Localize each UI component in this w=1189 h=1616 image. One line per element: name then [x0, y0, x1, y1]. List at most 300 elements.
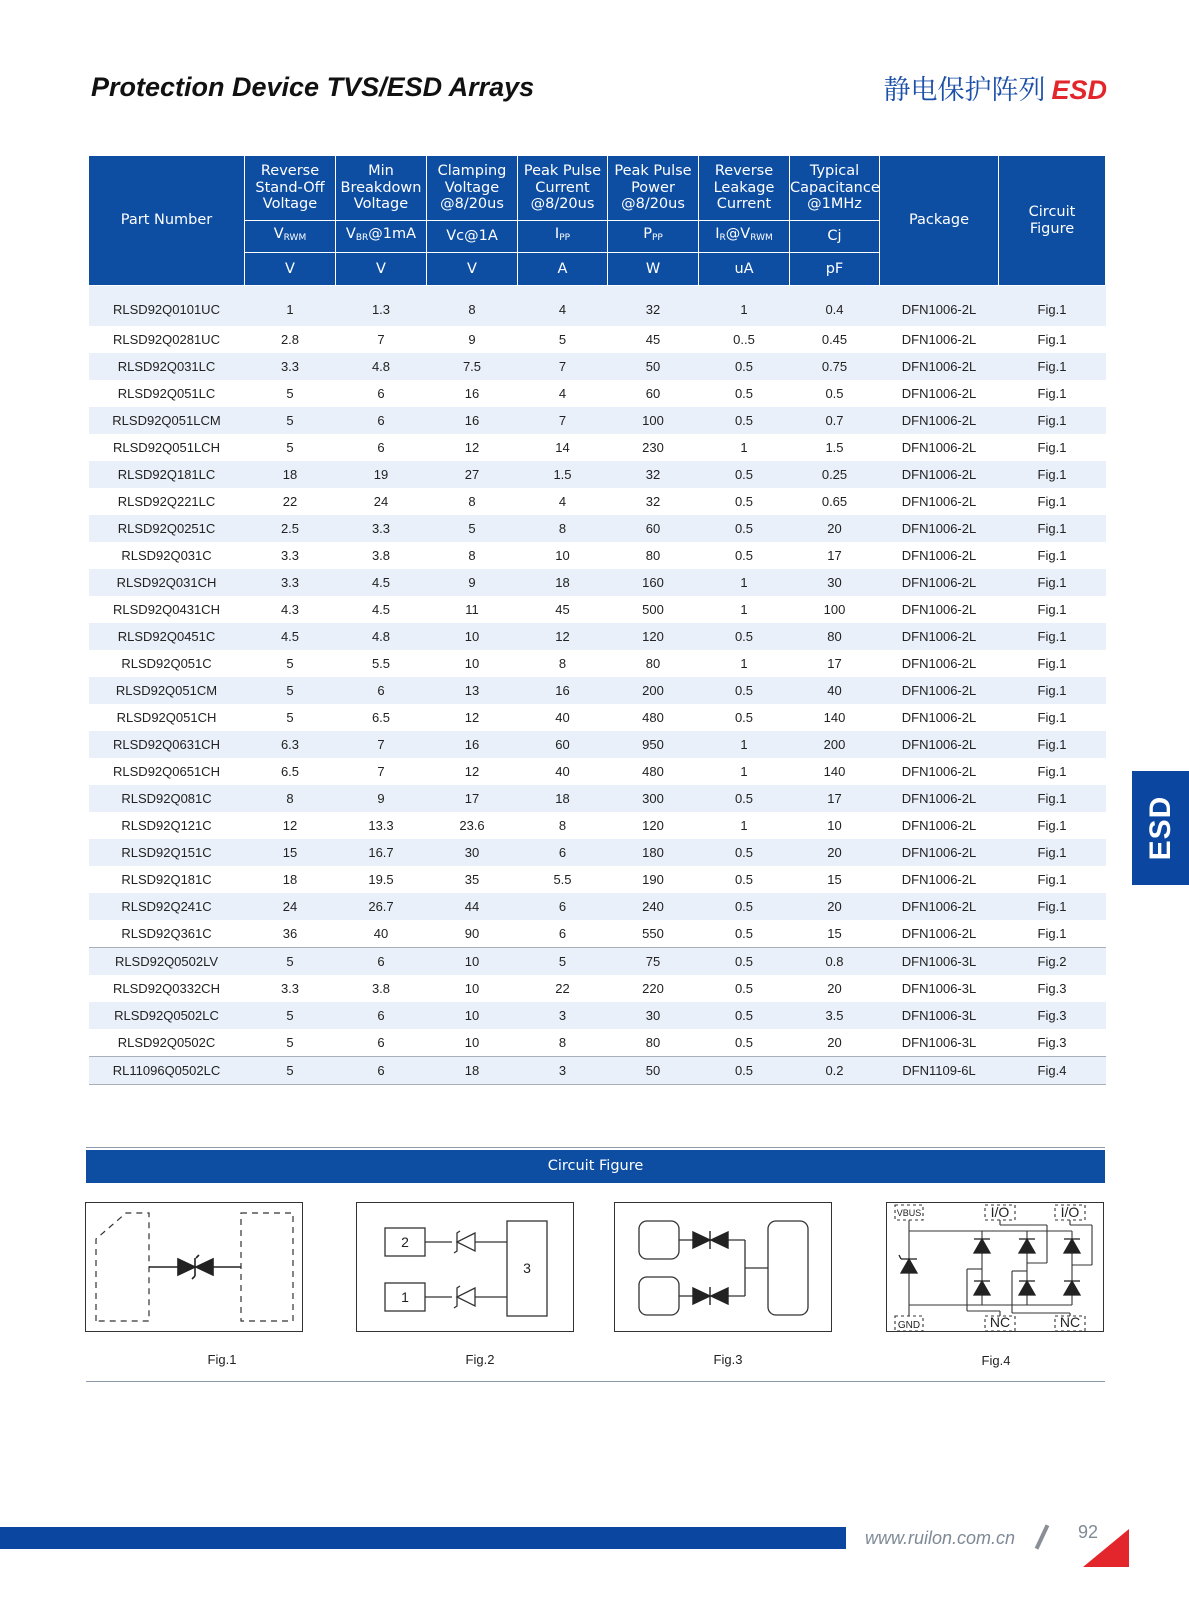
- unit-ipp: A: [518, 253, 608, 286]
- fig4-pin-vbus: VBUS: [896, 1208, 922, 1218]
- table-cell: DFN1006-2L: [880, 286, 999, 327]
- table-cell: 23.6: [459, 818, 485, 833]
- table-cell: 0.5: [699, 677, 790, 704]
- table-cell: 1: [699, 569, 790, 596]
- table-cell: 7: [518, 407, 608, 434]
- table-cell: 5: [518, 948, 608, 976]
- table-row: [89, 758, 1106, 785]
- table-cell: 17: [827, 656, 842, 671]
- table-row: [89, 1002, 1106, 1029]
- table-cell: 35: [464, 872, 480, 887]
- table-cell: 13: [427, 677, 518, 704]
- table-cell: 5: [245, 407, 336, 434]
- table-cell: 0.5: [734, 548, 754, 563]
- table-cell: 0..5: [733, 332, 755, 347]
- table-cell: 240: [608, 893, 699, 920]
- table-cell: DFN1006-2L: [901, 332, 977, 347]
- table-cell: 1: [740, 602, 748, 617]
- part-number-cell: RLSD92Q361C: [121, 926, 212, 941]
- symbol-vrwm: $V_{RWM}$: [245, 221, 336, 253]
- fig3-caption: Fig.3: [713, 1352, 743, 1367]
- part-number-cell: RLSD92Q051C: [121, 656, 212, 671]
- table-cell: 30: [608, 1002, 699, 1029]
- table-cell: 3: [518, 1057, 608, 1085]
- table-cell: 190: [642, 872, 664, 887]
- table-cell: 10: [464, 656, 480, 671]
- part-number-cell: RLSD92Q121C: [121, 818, 212, 833]
- table-cell: 40: [790, 677, 880, 704]
- table-cell: DFN1006-2L: [880, 461, 999, 488]
- table-row: [89, 461, 1106, 488]
- unit-cj: pF: [790, 253, 880, 286]
- table-cell: DFN1109-6L: [880, 1057, 999, 1085]
- table-cell: 12: [464, 764, 480, 779]
- table-cell: 6: [518, 839, 608, 866]
- table-cell: 4.8: [336, 353, 427, 380]
- table-cell: 5: [245, 1002, 336, 1029]
- table-cell: 140: [823, 764, 846, 779]
- table-cell: 8: [558, 656, 567, 671]
- part-number-cell: RLSD92Q0251C: [89, 515, 245, 542]
- table-cell: 3.5: [790, 1002, 880, 1029]
- table-cell: 0.2: [790, 1057, 880, 1085]
- table-cell: 16: [427, 407, 518, 434]
- table-cell: 0.5: [734, 710, 754, 725]
- table-cell: 50: [608, 1057, 699, 1085]
- table-cell: 22: [555, 981, 570, 996]
- table-cell: 6: [377, 440, 385, 455]
- table-cell: 7: [336, 731, 427, 758]
- table-cell: 4.5: [336, 569, 427, 596]
- table-row: [89, 893, 1106, 920]
- table-cell: 16: [518, 677, 608, 704]
- table-cell: 5.5: [553, 872, 572, 887]
- part-number-cell: RLSD92Q031LC: [89, 353, 245, 380]
- table-cell: 80: [645, 1035, 661, 1050]
- table-cell: 8: [558, 818, 567, 833]
- table-cell: Fig.1: [999, 286, 1106, 327]
- table-cell: DFN1006-2L: [901, 818, 977, 833]
- table-cell: 1: [699, 286, 790, 327]
- table-cell: 40: [373, 926, 389, 941]
- table-cell: DFN1006-2L: [880, 785, 999, 812]
- table-row: [89, 515, 1106, 542]
- table-cell: 60: [645, 386, 661, 401]
- table-cell: 18: [427, 1057, 518, 1085]
- table-cell: 17: [790, 785, 880, 812]
- table-cell: Fig.1: [999, 461, 1106, 488]
- table-cell: Fig.2: [999, 948, 1106, 976]
- table-cell: Fig.1: [1037, 548, 1067, 563]
- table-row: [89, 1029, 1106, 1057]
- table-cell: 13.3: [368, 818, 394, 833]
- table-cell: 6.5: [371, 710, 391, 725]
- table-cell: 120: [642, 818, 664, 833]
- table-row: [89, 542, 1106, 569]
- part-number-cell: RLSD92Q0502LC: [89, 1002, 245, 1029]
- table-cell: 1.5: [518, 461, 608, 488]
- title-tag: ESD: [1051, 75, 1107, 105]
- symbol-ppp: $P_{PP}$: [608, 221, 699, 253]
- table-cell: 18: [518, 569, 608, 596]
- table-cell: 32: [608, 461, 699, 488]
- table-cell: 12: [464, 440, 480, 455]
- table-cell: 14: [555, 440, 570, 455]
- table-cell: 0.5: [699, 461, 790, 488]
- table-cell: 3.3: [280, 548, 300, 563]
- table-cell: DFN1006-2L: [880, 677, 999, 704]
- table-cell: 0.5: [699, 515, 790, 542]
- table-cell: DFN1006-2L: [880, 569, 999, 596]
- part-number-cell: RLSD92Q0502LV: [89, 948, 245, 976]
- table-cell: 3.3: [245, 569, 336, 596]
- table-cell: 3.3: [336, 515, 427, 542]
- table-cell: 16: [427, 731, 518, 758]
- table-cell: Fig.1: [1037, 332, 1067, 347]
- part-number-cell: RLSD92Q0651CH: [113, 764, 220, 779]
- table-cell: 36: [282, 926, 298, 941]
- fig2-diagram: [356, 1202, 574, 1332]
- table-row: [89, 434, 1106, 461]
- spec-table: [88, 155, 1106, 1085]
- table-cell: Fig.1: [1037, 386, 1067, 401]
- table-cell: 10: [827, 818, 842, 833]
- fig2-pin-2: 2: [401, 1234, 409, 1250]
- col-header-leakage: Reverse Leakage Current: [699, 156, 790, 221]
- fig4-pin-nc-2: NC: [1059, 1314, 1081, 1330]
- table-row: [89, 623, 1106, 650]
- part-number-cell: RLSD92Q0502C: [117, 1035, 216, 1050]
- table-cell: 6: [558, 926, 567, 941]
- unit-ir: uA: [699, 253, 790, 286]
- side-section-tab: [1132, 771, 1189, 885]
- table-cell: Fig.1: [999, 785, 1106, 812]
- table-cell: 200: [608, 677, 699, 704]
- table-cell: 1: [740, 440, 748, 455]
- table-cell: 0.25: [790, 461, 880, 488]
- table-cell: 0.5: [734, 1035, 754, 1050]
- table-cell: 9: [468, 332, 476, 347]
- table-cell: 15: [827, 872, 842, 887]
- table-cell: 500: [642, 602, 664, 617]
- table-row: [89, 353, 1106, 380]
- table-cell: 17: [427, 785, 518, 812]
- table-cell: Fig.1: [1037, 494, 1067, 509]
- table-cell: DFN1006-2L: [901, 872, 977, 887]
- table-cell: 5: [427, 515, 518, 542]
- table-row: [89, 866, 1106, 893]
- table-cell: Fig.1: [999, 893, 1106, 920]
- table-cell: 5: [286, 656, 294, 671]
- table-cell: 12: [518, 623, 608, 650]
- symbol-ipp: $I_{PP}$: [518, 221, 608, 253]
- table-cell: 6: [336, 1002, 427, 1029]
- table-cell: 90: [464, 926, 480, 941]
- table-cell: 2.8: [280, 332, 300, 347]
- table-cell: 0.75: [790, 353, 880, 380]
- table-cell: 9: [427, 569, 518, 596]
- table-cell: 80: [645, 656, 661, 671]
- table-cell: 5: [245, 1057, 336, 1085]
- table-cell: 140: [823, 710, 846, 725]
- table-cell: 80: [790, 623, 880, 650]
- table-row: [89, 785, 1106, 812]
- col-header-circuit: Circuit Figure: [999, 156, 1106, 286]
- table-cell: 100: [823, 602, 846, 617]
- table-cell: Fig.1: [1037, 764, 1067, 779]
- table-row: [89, 569, 1106, 596]
- footer-url[interactable]: www.ruilon.com.cn: [865, 1528, 1016, 1548]
- col-header-peak-power: Peak Pulse Power @8/20us: [608, 156, 699, 221]
- table-cell: 550: [642, 926, 664, 941]
- part-number-cell: RLSD92Q081C: [89, 785, 245, 812]
- table-cell: 19: [336, 461, 427, 488]
- table-cell: 6: [377, 386, 385, 401]
- table-cell: 3.8: [371, 981, 391, 996]
- table-cell: 0.7: [790, 407, 880, 434]
- table-cell: Fig.4: [999, 1057, 1106, 1085]
- table-cell: 0.5: [699, 893, 790, 920]
- table-cell: 5: [286, 386, 294, 401]
- footer-bar: [0, 1527, 846, 1549]
- table-cell: Fig.1: [999, 515, 1106, 542]
- table-cell: 0.8: [790, 948, 880, 976]
- table-cell: 1: [740, 818, 748, 833]
- table-cell: DFN1006-2L: [880, 731, 999, 758]
- fig4-caption: Fig.4: [981, 1353, 1011, 1368]
- table-cell: 10: [464, 981, 480, 996]
- fig4-pin-gnd: GND: [897, 1320, 921, 1331]
- table-cell: DFN1006-2L: [901, 494, 977, 509]
- table-cell: 45: [555, 602, 570, 617]
- table-cell: 9: [336, 785, 427, 812]
- table-cell: Fig.1: [999, 731, 1106, 758]
- part-number-cell: RLSD92Q0101UC: [89, 286, 245, 327]
- spec-table-body: [89, 286, 1106, 1085]
- table-cell: DFN1006-2L: [901, 602, 977, 617]
- table-cell: 4.8: [336, 623, 427, 650]
- table-cell: 24: [245, 893, 336, 920]
- table-cell: 230: [642, 440, 664, 455]
- table-cell: 0.4: [790, 286, 880, 327]
- table-cell: 30: [790, 569, 880, 596]
- col-header-reverse-standoff: Reverse Stand-Off Voltage: [245, 156, 336, 221]
- part-number-cell: RLSD92Q181LC: [89, 461, 245, 488]
- table-cell: 0.5: [734, 926, 754, 941]
- table-cell: 0.5: [699, 785, 790, 812]
- table-cell: Fig.3: [1037, 981, 1067, 996]
- table-cell: 160: [608, 569, 699, 596]
- table-cell: 32: [608, 286, 699, 327]
- table-cell: 1: [740, 656, 748, 671]
- table-cell: DFN1006-2L: [880, 407, 999, 434]
- corner-triangle: [1083, 1529, 1129, 1567]
- part-number-cell: RLSD92Q051LCH: [113, 440, 220, 455]
- table-cell: 0.5: [699, 623, 790, 650]
- table-cell: 24: [373, 494, 389, 509]
- footer-slash: [1035, 1524, 1050, 1549]
- table-cell: 6: [336, 1057, 427, 1085]
- table-cell: 480: [642, 710, 664, 725]
- table-cell: 4.5: [371, 602, 391, 617]
- table-cell: DFN1006-3L: [901, 1035, 977, 1050]
- table-cell: Fig.1: [1037, 872, 1067, 887]
- table-cell: 7.5: [427, 353, 518, 380]
- table-cell: 10: [464, 1035, 480, 1050]
- table-cell: 200: [790, 731, 880, 758]
- fig2-caption: Fig.2: [465, 1352, 495, 1367]
- fig4-pin-io-1: I/O: [990, 1204, 1010, 1220]
- table-cell: 8: [427, 286, 518, 327]
- part-number-cell: RLSD92Q181C: [121, 872, 212, 887]
- table-cell: 1: [245, 286, 336, 327]
- table-cell: 0.5: [734, 872, 754, 887]
- table-cell: 80: [645, 548, 661, 563]
- table-cell: DFN1006-2L: [880, 839, 999, 866]
- table-cell: 0.5: [699, 353, 790, 380]
- table-cell: 6: [377, 1035, 385, 1050]
- table-cell: DFN1006-2L: [901, 764, 977, 779]
- unit-vbr: V: [336, 253, 427, 286]
- table-cell: 4: [558, 494, 567, 509]
- table-cell: 6: [336, 407, 427, 434]
- table-cell: 950: [608, 731, 699, 758]
- part-number-cell: RLSD92Q031C: [121, 548, 212, 563]
- table-cell: 220: [642, 981, 664, 996]
- table-cell: Fig.1: [1037, 926, 1067, 941]
- table-cell: 44: [427, 893, 518, 920]
- table-cell: 4: [518, 286, 608, 327]
- table-cell: 5: [286, 1035, 294, 1050]
- fig4-schematic: [887, 1203, 1105, 1333]
- table-row: [89, 488, 1106, 515]
- table-cell: Fig.3: [999, 1002, 1106, 1029]
- table-cell: 3.8: [371, 548, 391, 563]
- table-cell: 5: [245, 677, 336, 704]
- table-cell: 8: [558, 1035, 567, 1050]
- table-cell: 10: [427, 948, 518, 976]
- unit-ppp: W: [608, 253, 699, 286]
- table-cell: Fig.1: [1037, 440, 1067, 455]
- part-number-cell: RLSD92Q0431CH: [113, 602, 220, 617]
- part-number-cell: RLSD92Q0631CH: [89, 731, 245, 758]
- table-cell: 180: [608, 839, 699, 866]
- col-header-part-number: Part Number: [89, 156, 245, 286]
- table-cell: 50: [608, 353, 699, 380]
- title-cn-text: 静电保护阵列: [883, 75, 1046, 106]
- table-cell: DFN1006-2L: [880, 893, 999, 920]
- table-cell: 3: [518, 1002, 608, 1029]
- circuit-figure-title: Circuit Figure: [86, 1150, 1105, 1183]
- table-row: [89, 286, 1106, 327]
- table-row: [89, 1057, 1106, 1085]
- table-cell: 5: [245, 948, 336, 976]
- table-cell: 40: [555, 764, 570, 779]
- table-cell: DFN1006-2L: [901, 710, 977, 725]
- part-number-cell: RLSD92Q0281UC: [113, 332, 220, 347]
- fig4-pin-nc-1: NC: [989, 1314, 1011, 1330]
- table-row: [89, 920, 1106, 948]
- table-cell: 10: [555, 548, 570, 563]
- table-cell: 0.5: [734, 386, 754, 401]
- table-cell: 20: [827, 981, 842, 996]
- table-cell: 26.7: [336, 893, 427, 920]
- table-cell: 1.3: [336, 286, 427, 327]
- table-cell: 12: [464, 710, 480, 725]
- page-title: Protection Device TVS/ESD Arrays: [91, 72, 535, 102]
- table-cell: 20: [827, 1035, 842, 1050]
- part-number-cell: RLSD92Q0332CH: [113, 981, 220, 996]
- table-cell: 7: [377, 332, 385, 347]
- table-cell: 18: [245, 461, 336, 488]
- symbol-cj: Cj: [790, 221, 880, 253]
- table-cell: 22: [282, 494, 298, 509]
- unit-vrwm: V: [245, 253, 336, 286]
- part-number-cell: RLSD92Q151C: [89, 839, 245, 866]
- table-cell: Fig.1: [999, 353, 1106, 380]
- table-cell: Fig.1: [999, 569, 1106, 596]
- symbol-vbr: $V_{BR}@1mA$: [336, 221, 427, 253]
- table-cell: 300: [608, 785, 699, 812]
- part-number-cell: RLSD92Q031CH: [89, 569, 245, 596]
- table-cell: 5: [286, 440, 294, 455]
- table-cell: 7: [377, 764, 385, 779]
- table-row: [89, 839, 1106, 866]
- table-cell: DFN1006-2L: [880, 515, 999, 542]
- table-cell: 6.5: [280, 764, 300, 779]
- table-cell: 5.5: [371, 656, 391, 671]
- table-cell: 32: [645, 494, 661, 509]
- table-cell: 16: [464, 386, 480, 401]
- table-cell: 7: [518, 353, 608, 380]
- table-cell: Fig.1: [999, 623, 1106, 650]
- table-cell: 0.5: [699, 948, 790, 976]
- fig2-schematic: [357, 1203, 575, 1333]
- table-cell: 5: [558, 332, 567, 347]
- table-cell: 60: [518, 731, 608, 758]
- table-cell: 1: [699, 731, 790, 758]
- table-cell: 20: [790, 515, 880, 542]
- table-cell: 5: [286, 710, 294, 725]
- unit-vc: V: [427, 253, 518, 286]
- fig4-diagram: [886, 1202, 1104, 1332]
- part-number-cell: RLSD92Q0451C: [89, 623, 245, 650]
- table-cell: DFN1006-3L: [901, 981, 977, 996]
- table-cell: 10: [427, 623, 518, 650]
- table-cell: DFN1006-2L: [880, 353, 999, 380]
- table-row: [89, 731, 1106, 758]
- col-header-min-breakdown: Min Breakdown Voltage: [336, 156, 427, 221]
- table-cell: 12: [282, 818, 298, 833]
- table-row: [89, 596, 1106, 623]
- table-cell: 15: [827, 926, 842, 941]
- part-number-cell: RLSD92Q221LC: [117, 494, 216, 509]
- fig2-pin-1: 1: [401, 1289, 409, 1305]
- table-cell: 18: [518, 785, 608, 812]
- part-number-cell: RL11096Q0502LC: [89, 1057, 245, 1085]
- symbol-vc: Vc@1A: [427, 221, 518, 253]
- table-cell: Fig.1: [999, 677, 1106, 704]
- col-header-package: Package: [880, 156, 999, 286]
- table-cell: 0.5: [699, 1002, 790, 1029]
- table-row: [89, 677, 1106, 704]
- table-cell: 15: [245, 839, 336, 866]
- table-cell: 4.5: [245, 623, 336, 650]
- fig3-diagram: [614, 1202, 832, 1332]
- table-cell: 0.5: [825, 386, 844, 401]
- table-row: [89, 948, 1106, 976]
- table-cell: 16.7: [336, 839, 427, 866]
